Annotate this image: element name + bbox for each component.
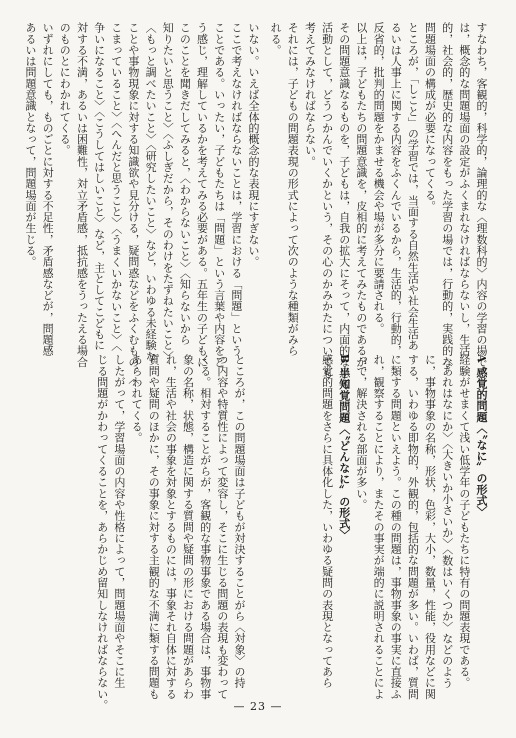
top-left-line: いずれにしても，ものごとに対する不足性，矛盾感などが，問題感 <box>41 22 55 357</box>
page-number: — 23 — <box>233 700 283 713</box>
top-right-line: 反省的，批判的問題をかませる機会や場が多分に要請される。 <box>372 22 386 334</box>
bottom-right-line: B 半知覚問題〈〝どんなに〟の形式〉 <box>337 354 351 541</box>
bottom-right-line: に，事物事象の名称，形状，色彩，大小，数量，性能，役用などに関 <box>423 354 437 700</box>
top-left-line: いない。いえば全体的概念的な表現にすぎない。 <box>247 22 260 268</box>
top-right-line: 考えてみなければならない。 <box>303 22 317 167</box>
top-right-column <box>269 22 490 390</box>
top-left-column <box>23 22 262 385</box>
top-left-line: 争いになること〉〈こうしてはしいこと〉など，主としてこどもに <box>92 22 106 351</box>
top-right-line: 活動として，どうつかんでいくかという，その心のかみかたについても <box>320 22 334 379</box>
top-right-line: それには，子どもの問題表現の形式によって次のような種類がみら <box>286 22 300 357</box>
top-right-line: 問題場面の構成が必要になってくる。 <box>423 22 437 212</box>
top-right-line: るいは人事上に関する内容をふくんでいるから，生活的，行動的， <box>389 22 403 357</box>
top-left-line: 対する不満，あるいは困難性，対立矛盾感，抵抗感をうったえる場合 <box>75 22 89 368</box>
top-right-line: 以上は，子どもたちの問題意識を，皮相的に考えてみたものであるが， <box>354 22 368 379</box>
bottom-left-line: じる問題がかわってくることを，あらかじめ留知しなければならない。 <box>95 354 109 711</box>
top-left-line: あるいは問題意識となって，問題場面が生じる。 <box>23 22 37 268</box>
top-left-line: ことである。いったい，子どもたちは「問題」という言葉や内容をど <box>212 22 226 368</box>
top-left-line: う感じ，理解しているかを考えてみる必要がある。五年生の子どもに <box>195 22 209 368</box>
bottom-left-column <box>56 354 248 711</box>
bottom-left-line: したがって，学習場面の内容や性格によって，問題場面やそこに生 <box>112 354 126 689</box>
top-left-line: 知りたいと思うこと〉〈ふしぎだから，そのわけをたずねたいこと〉 <box>161 22 175 362</box>
bottom-right-line: 経験がせまくて浅い低学年の子どもたちに特有の問題表現である。 <box>457 354 471 689</box>
bottom-left-line: 象の名称，状態，構造に関する質問や疑問の形における問題があらわ <box>181 354 195 700</box>
bottom-right-line: 感覚的問題をさらに具体化した，いわゆる疑問の表現となってあら <box>320 354 334 689</box>
bottom-right-column <box>254 354 490 700</box>
top-right-line: その問題意識なるものを，子どもは，自我の拡大にそって，内面的な思考 <box>337 22 351 390</box>
top-left-line: 〈もっと調べたいこと〉〈研究したいこと〉など，いわゆる未経験な <box>144 22 158 362</box>
bottom-right-line: A 感覚的問題〈〝なに〟の形式〉 <box>475 354 488 518</box>
bottom-left-line: ところが，この問題場面は子どもが対決することがら〈対象〉の持 <box>233 354 246 689</box>
top-right-line: 的，社会的，歴史的な内容をもった学習の場では，行動的，実践的な <box>440 22 454 368</box>
bottom-right-line: って，解決される部面が多い。 <box>354 354 368 510</box>
bottom-left-line: あらわれてくる。 <box>130 354 144 444</box>
top-right-line: すなわち，客観的，科学的，論理的な〈理数科的〉内容の学習の場で <box>475 22 488 368</box>
top-left-line: こまっていること〉〈へんだと思うこと〉〈うまくいかないこと〉〈 <box>109 22 123 351</box>
bottom-right-line: する，いわゆる即物的，外観的，包括的な問題が多い。いわば，質問 <box>406 354 420 700</box>
top-left-line: このことを聞きだしてみると，〈わからないこと〉〈知らないから <box>178 22 192 346</box>
top-left-line: のものとにわかれてくる。 <box>58 22 72 156</box>
bottom-left-line: くる。相対することがらが，客観的な事物事象である場合は，事物事 <box>198 354 212 700</box>
bottom-left-line: つ内容や特質性によって変容し，そこに生じる問題の表現も変わって <box>215 354 229 700</box>
bottom-left-line: れ，生活や社会の事象を対象とするものには，事象それ自体に対する <box>164 354 178 700</box>
bottom-right-line: れ，観察することにより，またその事実が端的に説明されることによ <box>372 354 386 700</box>
bottom-left-line: 質問や疑問のほかに，その事象に対する主観的な不満に類する問題も <box>147 354 161 700</box>
top-right-line: は，概念的な問題場面の設定がふくまれなければならないし，生活 <box>457 22 471 357</box>
bottom-right-line: 〈あれはなにか〉〈大きいか小さいか〉〈数はいくつか〉などのよう <box>440 354 454 689</box>
bottom-right-line: に類する問題といえよう。この種の問題は，事物事象の事実に直接ふ <box>389 354 403 700</box>
top-left-line: ここで考えなければならないことは，学習における「問題」という <box>229 22 243 357</box>
top-left-line: ことや事物現象に対する知識欲や見分ける，疑問惑などをふくむもの。〈 <box>126 22 140 385</box>
top-right-line: ところが，「しこと」の学習では，当面する自然生活や社会生活あ <box>406 22 420 351</box>
top-right-line: れる。 <box>269 22 283 56</box>
